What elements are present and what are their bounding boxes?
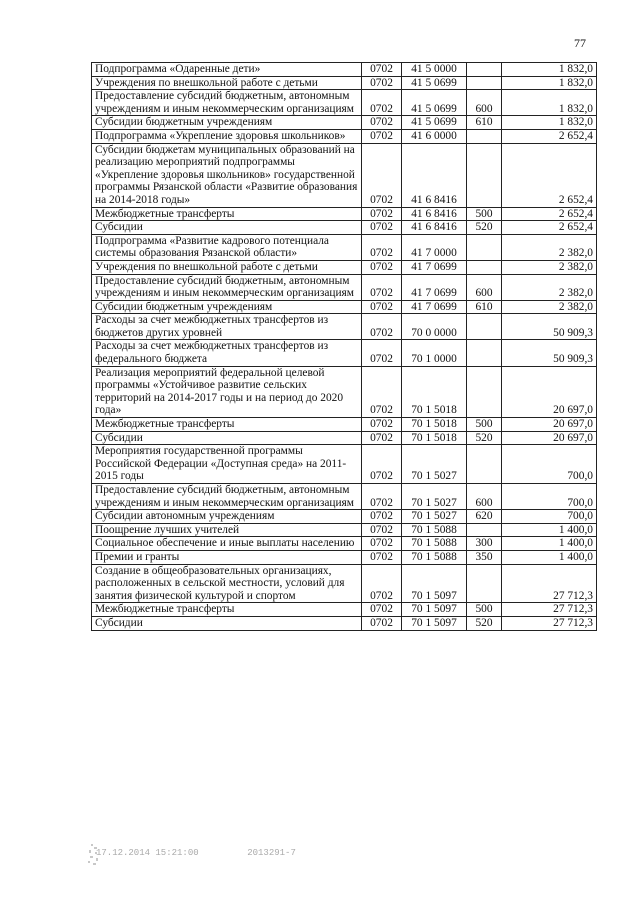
row-target-code: 41 6 0000 xyxy=(402,129,467,143)
row-expense-type xyxy=(467,63,502,77)
row-target-code: 41 7 0699 xyxy=(402,300,467,314)
row-expense-type xyxy=(467,340,502,366)
row-amount: 20 697,0 xyxy=(502,366,597,417)
row-amount: 1 832,0 xyxy=(502,76,597,90)
row-name: Предоставление субсидий бюджетным, автономным учреждениям и иным некоммерческим организациям xyxy=(92,484,362,510)
table-row xyxy=(92,550,597,564)
row-target-code: 41 7 0000 xyxy=(402,234,467,260)
table-row xyxy=(92,431,597,445)
table-row xyxy=(92,63,597,77)
row-section-code: 0702 xyxy=(362,314,402,340)
row-name: Подпрограмма «Развитие кадрового потенциала системы образования Рязанской области» xyxy=(92,234,362,260)
table-row xyxy=(92,274,597,300)
row-name: Расходы за счет межбюджетных трансфертов из бюджетов других уровней xyxy=(92,314,362,340)
row-expense-type: 620 xyxy=(467,510,502,524)
row-expense-type: 520 xyxy=(467,431,502,445)
row-expense-type: 500 xyxy=(467,207,502,221)
row-amount: 20 697,0 xyxy=(502,431,597,445)
row-section-code: 0702 xyxy=(362,366,402,417)
row-amount: 2 382,0 xyxy=(502,234,597,260)
row-target-code: 70 0 0000 xyxy=(402,314,467,340)
row-section-code: 0702 xyxy=(362,76,402,90)
row-expense-type: 520 xyxy=(467,221,502,235)
row-amount: 2 652,4 xyxy=(502,207,597,221)
table-row xyxy=(92,445,597,484)
table-row xyxy=(92,300,597,314)
row-target-code: 70 1 0000 xyxy=(402,340,467,366)
row-target-code: 70 1 5018 xyxy=(402,431,467,445)
row-amount: 2 652,4 xyxy=(502,221,597,235)
row-target-code: 41 7 0699 xyxy=(402,260,467,274)
row-section-code: 0702 xyxy=(362,129,402,143)
row-name: Создание в общеобразовательных организациях, расположенных в сельской местности, условий для занятия физической культурой и спортом xyxy=(92,564,362,603)
row-expense-type: 350 xyxy=(467,550,502,564)
table-row xyxy=(92,418,597,432)
row-target-code: 70 1 5097 xyxy=(402,564,467,603)
row-expense-type xyxy=(467,76,502,90)
row-section-code: 0702 xyxy=(362,523,402,537)
row-amount: 1 400,0 xyxy=(502,523,597,537)
table-row xyxy=(92,90,597,116)
row-expense-type xyxy=(467,445,502,484)
row-name: Субсидии бюджетным учреждениям xyxy=(92,300,362,314)
table-row xyxy=(92,603,597,617)
row-section-code: 0702 xyxy=(362,274,402,300)
row-name: Учреждения по внешкольной работе с детьми xyxy=(92,76,362,90)
row-expense-type: 600 xyxy=(467,90,502,116)
row-amount: 27 712,3 xyxy=(502,564,597,603)
row-section-code: 0702 xyxy=(362,116,402,130)
row-section-code: 0702 xyxy=(362,207,402,221)
row-name: Подпрограмма «Укрепление здоровья школьников» xyxy=(92,129,362,143)
row-target-code: 41 6 8416 xyxy=(402,143,467,207)
row-section-code: 0702 xyxy=(362,537,402,551)
table-row xyxy=(92,523,597,537)
row-amount: 2 382,0 xyxy=(502,274,597,300)
row-target-code: 41 5 0699 xyxy=(402,90,467,116)
row-name: Субсидии xyxy=(92,221,362,235)
row-amount: 2 382,0 xyxy=(502,300,597,314)
row-target-code: 70 1 5088 xyxy=(402,537,467,551)
row-target-code: 41 6 8416 xyxy=(402,207,467,221)
row-amount: 27 712,3 xyxy=(502,616,597,630)
row-amount: 1 400,0 xyxy=(502,550,597,564)
table-row xyxy=(92,234,597,260)
table-row xyxy=(92,537,597,551)
row-section-code: 0702 xyxy=(362,445,402,484)
table-row xyxy=(92,366,597,417)
row-amount: 700,0 xyxy=(502,510,597,524)
row-target-code: 41 5 0699 xyxy=(402,76,467,90)
row-amount: 1 832,0 xyxy=(502,90,597,116)
row-name: Субсидии бюджетам муниципальных образований на реализацию мероприятий подпрограммы «Укрепление здоровья школьников» государственной программы Рязанской области «Развитие образования на 2014-2018 годы» xyxy=(92,143,362,207)
row-target-code: 41 5 0699 xyxy=(402,116,467,130)
table-row xyxy=(92,314,597,340)
row-expense-type: 500 xyxy=(467,418,502,432)
footer-doc-id: 2013291-7 xyxy=(247,848,296,858)
row-expense-type xyxy=(467,523,502,537)
row-name: Предоставление субсидий бюджетным, автономным учреждениям и иным некоммерческим организациям xyxy=(92,274,362,300)
budget-table-body xyxy=(92,63,597,631)
row-expense-type xyxy=(467,234,502,260)
row-name: Премии и гранты xyxy=(92,550,362,564)
row-target-code: 70 1 5097 xyxy=(402,616,467,630)
table-row xyxy=(92,221,597,235)
row-expense-type: 500 xyxy=(467,603,502,617)
row-target-code: 70 1 5018 xyxy=(402,366,467,417)
row-expense-type: 610 xyxy=(467,300,502,314)
row-target-code: 70 1 5097 xyxy=(402,603,467,617)
row-target-code: 70 1 5088 xyxy=(402,550,467,564)
row-amount: 2 652,4 xyxy=(502,129,597,143)
row-section-code: 0702 xyxy=(362,63,402,77)
row-target-code: 70 1 5027 xyxy=(402,510,467,524)
row-name: Подпрограмма «Одаренные дети» xyxy=(92,63,362,77)
row-name: Учреждения по внешкольной работе с детьми xyxy=(92,260,362,274)
row-name: Субсидии бюджетным учреждениям xyxy=(92,116,362,130)
row-name: Поощрение лучших учителей xyxy=(92,523,362,537)
row-section-code: 0702 xyxy=(362,234,402,260)
table-row xyxy=(92,116,597,130)
row-section-code: 0702 xyxy=(362,340,402,366)
row-target-code: 41 6 8416 xyxy=(402,221,467,235)
row-name: Реализация мероприятий федеральной целевой программы «Устойчивое развитие сельских территорий на 2014-2017 годы и на период до 2020 года» xyxy=(92,366,362,417)
row-section-code: 0702 xyxy=(362,484,402,510)
row-amount: 1 832,0 xyxy=(502,116,597,130)
row-amount: 20 697,0 xyxy=(502,418,597,432)
row-expense-type: 610 xyxy=(467,116,502,130)
row-section-code: 0702 xyxy=(362,300,402,314)
table-row xyxy=(92,129,597,143)
footer-print-info xyxy=(96,848,296,858)
table-row xyxy=(92,207,597,221)
row-target-code: 41 5 0000 xyxy=(402,63,467,77)
table-row xyxy=(92,510,597,524)
row-target-code: 70 1 5088 xyxy=(402,523,467,537)
table-row xyxy=(92,564,597,603)
row-amount: 27 712,3 xyxy=(502,603,597,617)
row-section-code: 0702 xyxy=(362,510,402,524)
row-name: Субсидии xyxy=(92,431,362,445)
row-section-code: 0702 xyxy=(362,221,402,235)
row-target-code: 70 1 5027 xyxy=(402,484,467,510)
row-name: Субсидии автономным учреждениям xyxy=(92,510,362,524)
row-name: Расходы за счет межбюджетных трансфертов из федерального бюджета xyxy=(92,340,362,366)
row-amount: 1 400,0 xyxy=(502,537,597,551)
row-expense-type: 600 xyxy=(467,274,502,300)
row-amount: 700,0 xyxy=(502,484,597,510)
row-amount: 2 382,0 xyxy=(502,260,597,274)
table-row xyxy=(92,143,597,207)
row-section-code: 0702 xyxy=(362,603,402,617)
table-row xyxy=(92,260,597,274)
row-name: Межбюджетные трансферты xyxy=(92,207,362,221)
row-expense-type xyxy=(467,129,502,143)
row-section-code: 0702 xyxy=(362,90,402,116)
row-expense-type xyxy=(467,314,502,340)
table-row xyxy=(92,484,597,510)
row-name: Субсидии xyxy=(92,616,362,630)
row-expense-type xyxy=(467,260,502,274)
row-expense-type xyxy=(467,143,502,207)
row-expense-type: 520 xyxy=(467,616,502,630)
row-section-code: 0702 xyxy=(362,564,402,603)
row-expense-type xyxy=(467,564,502,603)
row-name: Межбюджетные трансферты xyxy=(92,418,362,432)
page-number: 77 xyxy=(574,36,586,50)
row-expense-type: 300 xyxy=(467,537,502,551)
row-expense-type: 600 xyxy=(467,484,502,510)
row-amount: 50 909,3 xyxy=(502,314,597,340)
footer-timestamp: 17.12.2014 15:21:00 xyxy=(96,848,199,858)
row-amount: 2 652,4 xyxy=(502,143,597,207)
row-section-code: 0702 xyxy=(362,143,402,207)
table-row xyxy=(92,340,597,366)
row-amount: 1 832,0 xyxy=(502,63,597,77)
row-name: Социальное обеспечение и иные выплаты населению xyxy=(92,537,362,551)
row-section-code: 0702 xyxy=(362,431,402,445)
row-name: Межбюджетные трансферты xyxy=(92,603,362,617)
row-amount: 700,0 xyxy=(502,445,597,484)
row-target-code: 41 7 0699 xyxy=(402,274,467,300)
table-row xyxy=(92,76,597,90)
row-section-code: 0702 xyxy=(362,418,402,432)
row-target-code: 70 1 5027 xyxy=(402,445,467,484)
row-amount: 50 909,3 xyxy=(502,340,597,366)
table-row xyxy=(92,616,597,630)
row-expense-type xyxy=(467,366,502,417)
row-name: Мероприятия государственной программы Российской Федерации «Доступная среда» на 2011-2015 годы xyxy=(92,445,362,484)
row-section-code: 0702 xyxy=(362,616,402,630)
row-section-code: 0702 xyxy=(362,550,402,564)
row-target-code: 70 1 5018 xyxy=(402,418,467,432)
budget-table xyxy=(91,62,597,631)
row-section-code: 0702 xyxy=(362,260,402,274)
row-name: Предоставление субсидий бюджетным, автономным учреждениям и иным некоммерческим организациям xyxy=(92,90,362,116)
